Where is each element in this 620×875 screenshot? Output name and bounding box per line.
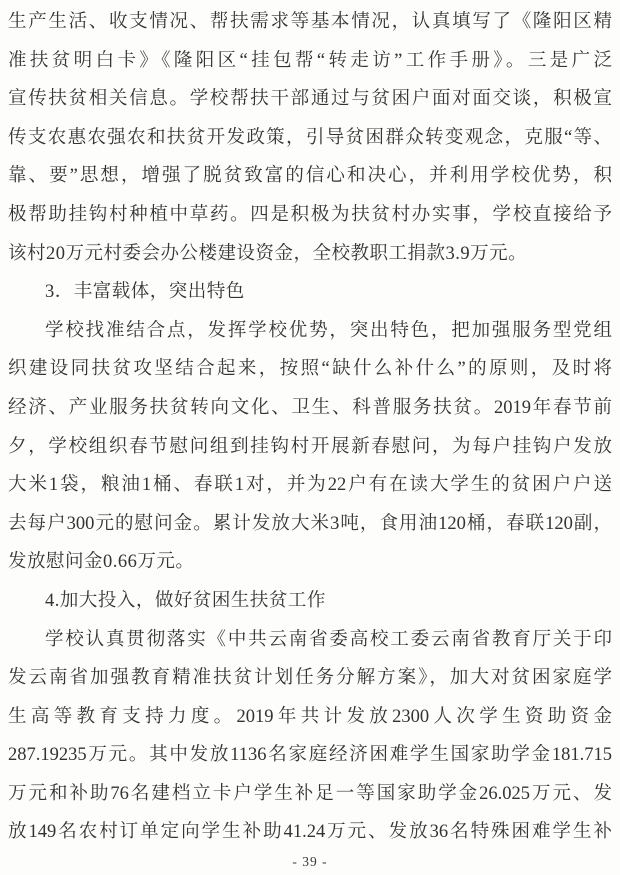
text-line: 去每户300元的慰问金。累计发放大米3吨，食用油120桶，春联120副， <box>8 513 612 534</box>
text-line: 极帮助挂钩村种植中草药。四是积极为扶贫村办实事，学校直接给予 <box>8 204 612 225</box>
text-line: 学校认真贯彻落实《中共云南省委高校工委云南省教育厅关于印 <box>45 629 612 650</box>
text-line: 万元和补助76名建档立卡户学生补足一等国家助学金26.025万元、发 <box>8 783 612 804</box>
text-line: 发放慰问金0.66万元。 <box>8 552 195 573</box>
text-line: 宣传扶贫相关信息。学校帮扶干部通过与贫困户面对面交谈，积极宣 <box>8 89 612 110</box>
document-body <box>8 3 612 852</box>
text-line: 4.加大投入，做好贫困生扶贫工作 <box>45 590 326 611</box>
text-line: 该村20万元村委会办公楼建设资金，全校教职工捐款3.9万元。 <box>8 243 528 264</box>
text-line: 经济、产业服务扶贫转向文化、卫生、科普服务扶贫。2019年春节前 <box>8 397 612 418</box>
text-line: 大米1袋，粮油1桶、春联1对，并为22户有在读大学生的贫困户户送 <box>8 475 612 496</box>
text-line: 传支农惠农强农和扶贫开发政策，引导贫困群众转变观念，克服“等、 <box>8 127 612 148</box>
text-line: 287.19235万元。其中发放1136名家庭经济困难学生国家助学金181.715 <box>8 745 612 766</box>
text-line: 织建设同扶贫攻坚结合起来，按照“缺什么补什么”的原则，及时将 <box>8 359 612 380</box>
text-line: 放149名农村订单定向学生补助41.24万元、发放36名特殊困难学生补 <box>8 822 612 843</box>
text-line: 夕，学校组织春节慰问组到挂钩村开展新春慰问，为每户挂钩户发放 <box>8 436 612 457</box>
text-line: 生高等教育支持力度。2019年共计发放2300人次学生资助资金 <box>8 706 612 727</box>
text-line: 3．丰富载体，突出特色 <box>45 282 245 303</box>
page-number: - 39 - <box>292 854 328 870</box>
text-line: 靠、要”思想，增强了脱贫致富的信心和决心，并利用学校优势，积 <box>8 166 612 187</box>
text-line: 准扶贫明白卡》《隆阳区“挂包帮“转走访”工作手册》。三是广泛 <box>8 50 612 71</box>
text-line: 学校找准结合点，发挥学校优势，突出特色，把加强服务型党组 <box>45 320 612 341</box>
text-line: 发云南省加强教育精准扶贫计划任务分解方案》，加大对贫困家庭学 <box>8 668 612 689</box>
text-line: 生产生活、收支情况、帮扶需求等基本情况，认真填写了《隆阳区精 <box>8 12 612 32</box>
